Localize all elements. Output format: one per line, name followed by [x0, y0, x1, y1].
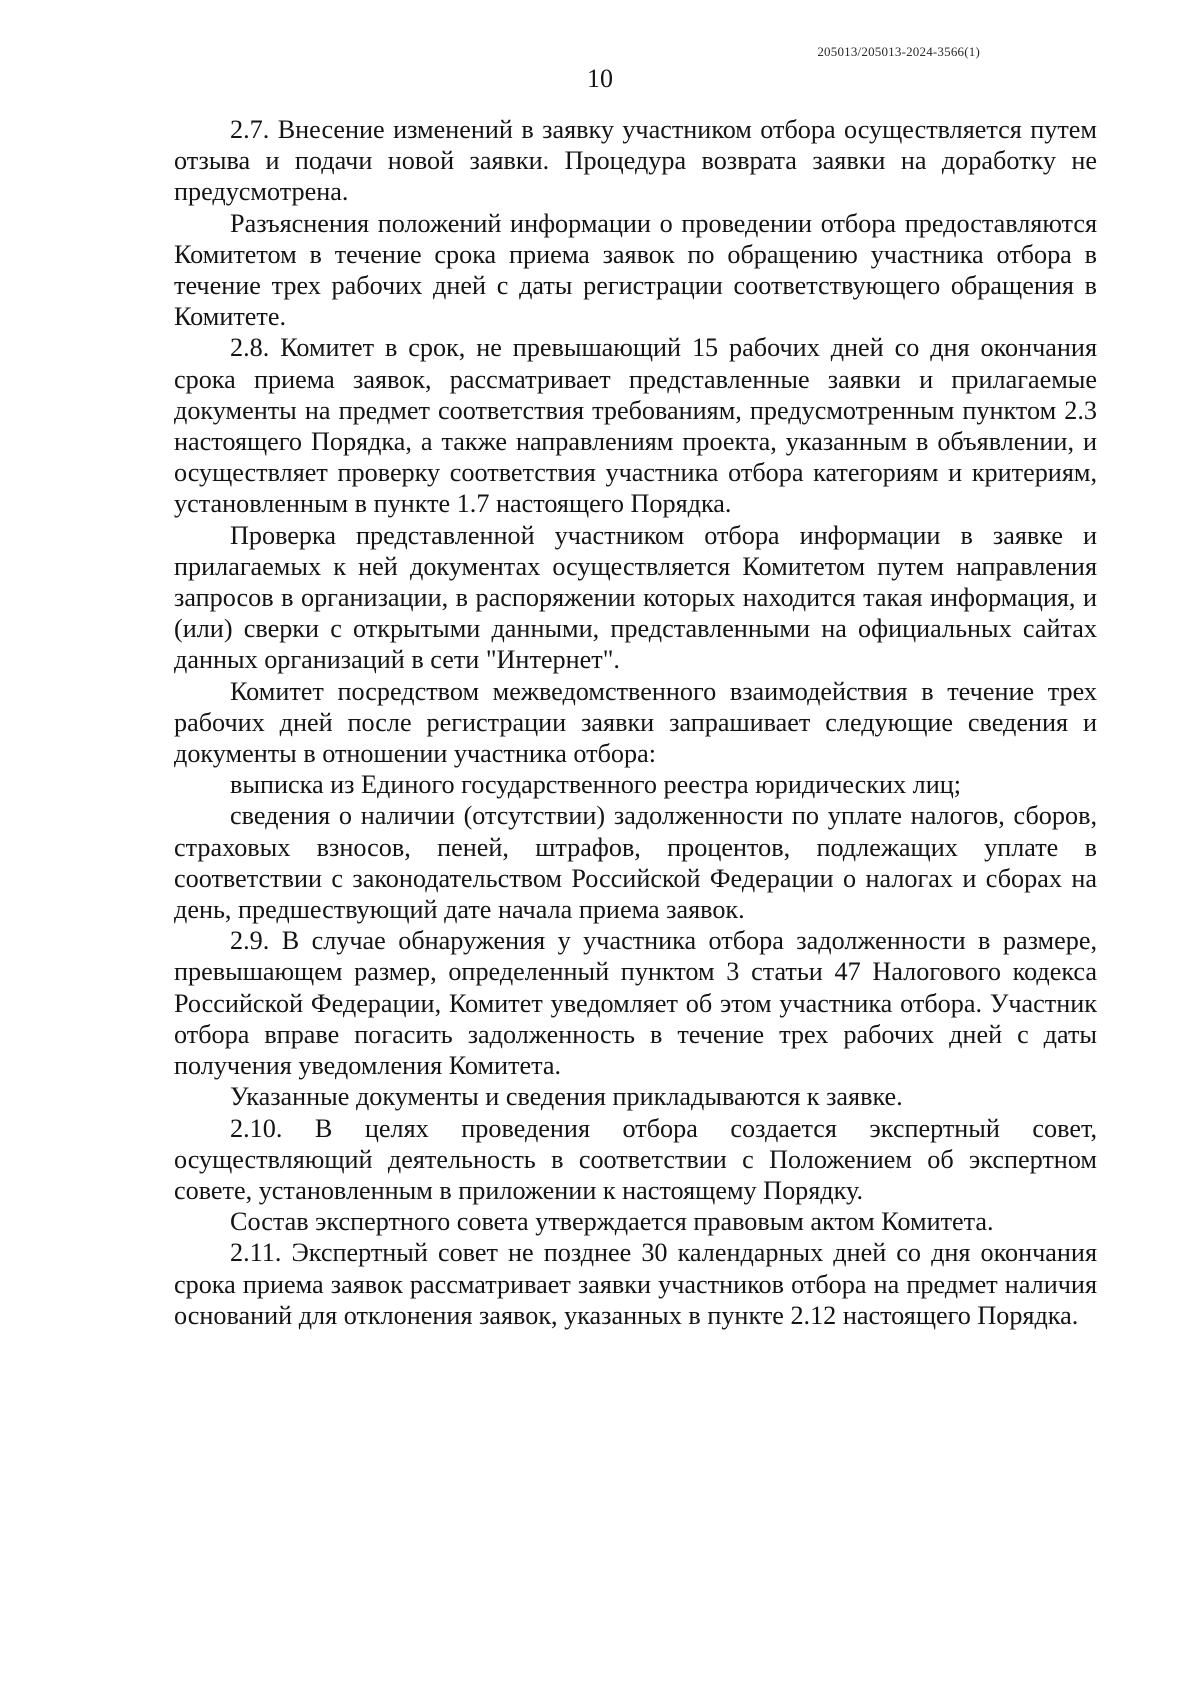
paragraph-council-composition: Состав экспертного совета утверждается правовым актом Комитета. [230, 1207, 994, 1237]
paragraph-documents-attached: Указанные документы и сведения прикладываются к заявке. [230, 1082, 903, 1112]
page-number: 10 [587, 64, 613, 93]
paragraph-clarifications: Разъяснения положений информации о проведении отбора предоставляются Комитетом в течение срока приема заявок по обращению участника отбора в течение трех рабочих дней с даты регистрации соответствующего обращения в Комитете. [174, 208, 1097, 332]
paragraph-2-10: 2.10. В целях проведения отбора создается экспертный совет, осуществляющий деятельность в соответствии с Положением об экспертном совете, установленным в приложении к настоящему Порядку. [174, 1113, 1097, 1205]
paragraph-2-11: 2.11. Экспертный совет не позднее 30 календарных дней со дня окончания срока приема заявок рассматривает заявки участников отбора на предмет наличия оснований для отклонения заявок, указанных в пункте 2.12 настоящего Порядка. [174, 1238, 1097, 1330]
document-body [174, 114, 1097, 1331]
paragraph-interagency-request: Комитет посредством межведомственного взаимодействия в течение трех рабочих дней после регистрации заявки запрашивает следующие сведения и документы в отношении участника отбора: [174, 676, 1097, 769]
paragraph-verification: Проверка представленной участником отбора информации в заявке и прилагаемых к ней документах осуществляется Комитетом путем направления запросов в организации, в распоряжении которых находится такая информация, и (или) сверки с открытыми данными, представленными на официальных сайтах данных организаций в сети "Интернет". [174, 520, 1097, 675]
paragraph-2-7: 2.7. Внесение изменений в заявку участником отбора осуществляется путем отзыва и подачи новой заявки. Процедура возврата заявки на доработку не предусмотрена. [174, 115, 1097, 207]
document-id: 205013/205013-2024-3566(1) [817, 44, 980, 59]
paragraph-tax-debt-info: сведения о наличии (отсутствии) задолженности по уплате налогов, сборов, страховых взносов, пеней, штрафов, процентов, подлежащих уплате в соответствии с законодательством Российской Федерации о налогах и сборах на день, предшествующий дате начала приема заявок. [174, 801, 1097, 925]
paragraph-2-9: 2.9. В случае обнаружения у участника отбора задолженности в размере, превышающем размер, определенный пунктом 3 статьи 47 Налогового кодекса Российской Федерации, Комитет уведомляет об этом участника отбора. Участник отбора вправе погасить задолженность в течение трех рабочих дней с даты получения уведомления Комитета. [174, 926, 1097, 1081]
paragraph-egrul-extract: выписка из Единого государственного реестра юридических лиц; [230, 770, 962, 800]
paragraph-2-8: 2.8. Комитет в срок, не превышающий 15 рабочих дней со дня окончания срока приема заявок, рассматривает представленные заявки и прилагаемые документы на предмет соответствия требованиям, предусмотренным пунктом 2.3 настоящего Порядка, а также направлениям проекта, указанным в объявлении, и осуществляет проверку соответствия участника отбора категориям и критериям, установленным в пункте 1.7 настоящего Порядка. [174, 333, 1097, 519]
